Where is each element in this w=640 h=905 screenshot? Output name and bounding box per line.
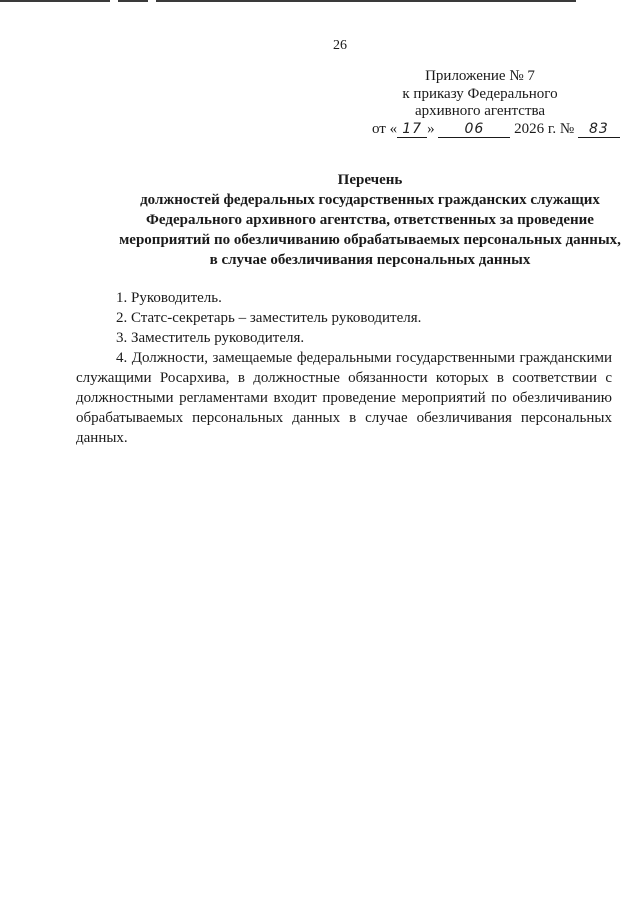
handwritten-day: 17 [397, 122, 427, 138]
date-quote-close: » [427, 120, 435, 137]
handwritten-month: 06 [438, 122, 510, 138]
date-prefix: от « [372, 120, 398, 137]
appendix-agency: архивного агентства [414, 103, 546, 119]
title-line: мероприятий по обезличиванию обрабатываемых персональных данных, [119, 232, 621, 248]
scan-edge-segment [156, 0, 576, 2]
appendix-date-line [350, 121, 610, 139]
scan-edge-segment [118, 0, 148, 2]
date-year-text: 2026 г. № [514, 120, 575, 137]
appendix-title: Приложение № 7 [425, 68, 535, 84]
list-item: 2. Статс-секретарь – заместитель руководителя. [116, 310, 422, 326]
list-item: 3. Заместитель руководителя. [116, 330, 305, 346]
title-line: в случае обезличивания персональных данных [209, 252, 531, 268]
list-item: 1. Руководитель. [116, 290, 222, 306]
title-heading: Перечень [337, 172, 403, 188]
scan-edge-segment [0, 0, 110, 2]
document-title [60, 170, 640, 270]
title-line: должностей федеральных государственных гражданских служащих [140, 192, 600, 208]
page-number: 26 [333, 38, 347, 53]
positions-list [76, 288, 612, 448]
handwritten-order-number: 83 [578, 122, 620, 138]
list-item: 4. Должности, замещаемые федеральными государственными гражданскими служащими Росархива, в должностные обязанности которых в соответствии с должностными регламентами входит проведение мероприятий по обезличиванию обрабатываемых персональных данных в случае обезличивания персональных данных. [76, 350, 612, 446]
appendix-block [350, 68, 610, 138]
appendix-order-ref: к приказу Федерального [402, 85, 558, 102]
scan-top-edge [0, 0, 640, 2]
title-line: Федерального архивного агентства, ответственных за проведение [146, 212, 594, 228]
